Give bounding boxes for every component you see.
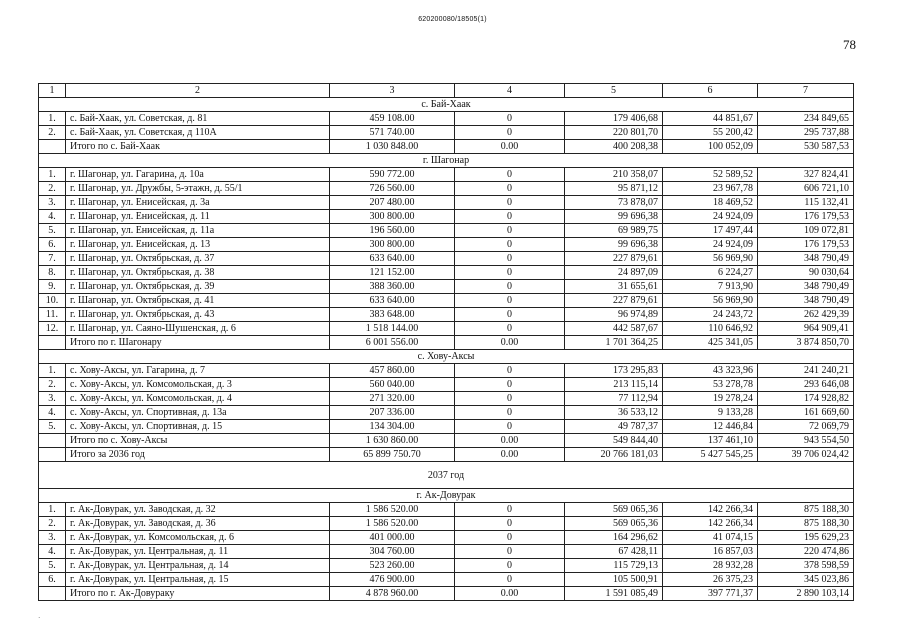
table-cell: 16 857,03 (663, 545, 758, 559)
table-cell: 176 179,53 (758, 210, 854, 224)
table-row (39, 587, 854, 601)
table-cell: г. Шагонар, ул. Октябрьская, д. 41 (66, 294, 330, 308)
table-cell: 0 (455, 168, 565, 182)
table-cell: с. Хову-Аксы, ул. Спортивная, д. 15 (66, 420, 330, 434)
table-cell: 348 790,49 (758, 294, 854, 308)
header-cell: 3 (330, 84, 455, 98)
table-cell: 1 586 520.00 (330, 517, 455, 531)
table-cell: 195 629,23 (758, 531, 854, 545)
table-cell: 0 (455, 503, 565, 517)
table-cell: 0 (455, 294, 565, 308)
table-cell: 383 648.00 (330, 308, 455, 322)
table-cell: с. Бай-Хаак, ул. Советская, д 110А (66, 126, 330, 140)
table-cell: 2 890 103,14 (758, 587, 854, 601)
table-cell: 0 (455, 126, 565, 140)
table-cell: 241 240,21 (758, 364, 854, 378)
header-cell: 1 (39, 84, 66, 98)
year-heading: 2037 год (39, 462, 854, 489)
table-row (39, 420, 854, 434)
table-cell: 49 787,37 (565, 420, 663, 434)
table-cell: г. Шагонар, ул. Октябрьская, д. 39 (66, 280, 330, 294)
table-cell: 2. (39, 378, 66, 392)
table-cell: 196 560.00 (330, 224, 455, 238)
table-cell: 99 696,38 (565, 238, 663, 252)
table-cell: 348 790,49 (758, 280, 854, 294)
table-cell: 0 (455, 322, 565, 336)
table-row (39, 434, 854, 448)
table-cell: г. Шагонар, ул. Енисейская, д. 3а (66, 196, 330, 210)
table-body (39, 84, 854, 601)
table-cell: 476 900.00 (330, 573, 455, 587)
table-cell: 174 928,82 (758, 392, 854, 406)
table-cell: 17 497,44 (663, 224, 758, 238)
table-cell: Итого по с. Бай-Хаак (66, 140, 330, 154)
table-cell: с. Хову-Аксы, ул. Комсомольская, д. 4 (66, 392, 330, 406)
table-cell: 0 (455, 182, 565, 196)
table-cell: 0 (455, 378, 565, 392)
table-cell (39, 434, 66, 448)
table-cell: 164 296,62 (565, 531, 663, 545)
table-cell: 6 224,27 (663, 266, 758, 280)
table-cell: 210 358,07 (565, 168, 663, 182)
table-cell: 73 878,07 (565, 196, 663, 210)
table-cell (39, 140, 66, 154)
table-cell: 227 879,61 (565, 252, 663, 266)
table-row (39, 448, 854, 462)
table-cell: 293 646,08 (758, 378, 854, 392)
table-cell: 2. (39, 182, 66, 196)
table-row (39, 322, 854, 336)
table-row (39, 266, 854, 280)
table-cell: 67 428,11 (565, 545, 663, 559)
table-cell: 964 909,41 (758, 322, 854, 336)
table-cell: 0 (455, 517, 565, 531)
table-cell: 400 208,38 (565, 140, 663, 154)
table-cell: 65 899 750.70 (330, 448, 455, 462)
table-cell: 43 323,96 (663, 364, 758, 378)
table-cell: 300 800.00 (330, 238, 455, 252)
table-cell: г. Ак-Довурак, ул. Центральная, д. 11 (66, 545, 330, 559)
table-cell: 0 (455, 266, 565, 280)
table-row (39, 392, 854, 406)
table-cell: 0 (455, 112, 565, 126)
table-cell: 39 706 024,42 (758, 448, 854, 462)
section-heading-row (39, 154, 854, 168)
table-cell: 262 429,39 (758, 308, 854, 322)
table-cell: 523 260.00 (330, 559, 455, 573)
table-cell: 0 (455, 573, 565, 587)
table-cell: Итого за 2036 год (66, 448, 330, 462)
table-cell: 161 669,60 (758, 406, 854, 420)
table-row (39, 168, 854, 182)
table-cell: 530 587,53 (758, 140, 854, 154)
table-cell: 109 072,81 (758, 224, 854, 238)
table-cell: Итого по с. Хову-Аксы (66, 434, 330, 448)
table-cell: 207 336.00 (330, 406, 455, 420)
table-cell: 179 406,68 (565, 112, 663, 126)
table-cell: 0 (455, 252, 565, 266)
table-row (39, 308, 854, 322)
table-cell: 2. (39, 126, 66, 140)
table-cell: 173 295,83 (565, 364, 663, 378)
table-cell: 2. (39, 517, 66, 531)
table-cell: 943 554,50 (758, 434, 854, 448)
table-row (39, 238, 854, 252)
table-cell: 0.00 (455, 140, 565, 154)
table-cell: 0 (455, 406, 565, 420)
table-row (39, 210, 854, 224)
table-cell: 9. (39, 280, 66, 294)
table-cell: 69 989,75 (565, 224, 663, 238)
table-row (39, 294, 854, 308)
table-cell: 12 446,84 (663, 420, 758, 434)
table-cell: 560 040.00 (330, 378, 455, 392)
table-cell: 401 000.00 (330, 531, 455, 545)
table-cell: 0 (455, 238, 565, 252)
table-cell: 77 112,94 (565, 392, 663, 406)
table-cell: 227 879,61 (565, 294, 663, 308)
table-cell: 1. (39, 503, 66, 517)
table-row (39, 252, 854, 266)
table-cell: 12. (39, 322, 66, 336)
table-cell: 1. (39, 112, 66, 126)
table-cell: 327 824,41 (758, 168, 854, 182)
table-row (39, 531, 854, 545)
table-cell: г. Ак-Довурак, ул. Центральная, д. 15 (66, 573, 330, 587)
table-cell: г. Ак-Довурак, ул. Комсомольская, д. 6 (66, 531, 330, 545)
table-cell: г. Шагонар, ул. Октябрьская, д. 43 (66, 308, 330, 322)
header-cell: 6 (663, 84, 758, 98)
table-cell: 875 188,30 (758, 503, 854, 517)
table-cell: 3. (39, 531, 66, 545)
table-cell: 137 461,10 (663, 434, 758, 448)
table-cell: с. Хову-Аксы, ул. Комсомольская, д. 3 (66, 378, 330, 392)
table-cell (39, 336, 66, 350)
table-cell: 0 (455, 420, 565, 434)
table-row (39, 573, 854, 587)
table-cell: 24 897,09 (565, 266, 663, 280)
table-row (39, 140, 854, 154)
table-cell: 8. (39, 266, 66, 280)
table-cell: 425 341,05 (663, 336, 758, 350)
table-row (39, 182, 854, 196)
table-cell: 0.00 (455, 587, 565, 601)
section-heading-row (39, 98, 854, 112)
table-cell: 4 878 960.00 (330, 587, 455, 601)
table-cell: 569 065,36 (565, 517, 663, 531)
table-cell: 0 (455, 308, 565, 322)
table-cell: 0 (455, 559, 565, 573)
table-cell: г. Ак-Довурак, ул. Заводская, д. 32 (66, 503, 330, 517)
table-cell: 549 844,40 (565, 434, 663, 448)
table-cell: 6. (39, 238, 66, 252)
table-cell: 0.00 (455, 336, 565, 350)
header-cell: 2 (66, 84, 330, 98)
table-cell: 0 (455, 280, 565, 294)
table-cell: 213 115,14 (565, 378, 663, 392)
table-cell: 220 474,86 (758, 545, 854, 559)
table-cell: Итого по г. Ак-Довураку (66, 587, 330, 601)
locality-heading: с. Хову-Аксы (39, 350, 854, 364)
table-row (39, 517, 854, 531)
table-cell: 397 771,37 (663, 587, 758, 601)
table-cell: Итого по г. Шагонару (66, 336, 330, 350)
table-cell: 1 630 860.00 (330, 434, 455, 448)
table-cell: г. Шагонар, ул. Енисейская, д. 11а (66, 224, 330, 238)
table-cell: 0 (455, 210, 565, 224)
table-cell: 378 598,59 (758, 559, 854, 573)
table-cell: 100 052,09 (663, 140, 758, 154)
table-cell: г. Шагонар, ул. Гагарина, д. 10а (66, 168, 330, 182)
table-cell: 633 640.00 (330, 252, 455, 266)
table-cell: 442 587,67 (565, 322, 663, 336)
page-number: 78 (843, 37, 856, 52)
table-row (39, 406, 854, 420)
budget-table (38, 83, 854, 601)
table-cell: 142 266,34 (663, 517, 758, 531)
table-cell: 95 871,12 (565, 182, 663, 196)
table-cell: 6 001 556.00 (330, 336, 455, 350)
table-cell: 3. (39, 196, 66, 210)
table-cell: 19 278,24 (663, 392, 758, 406)
section-heading-row (39, 350, 854, 364)
table-cell (39, 448, 66, 462)
table-cell: г. Ак-Довурак, ул. Центральная, д. 14 (66, 559, 330, 573)
table-cell: 234 849,65 (758, 112, 854, 126)
table-cell: 5 427 545,25 (663, 448, 758, 462)
table-cell: 304 760.00 (330, 545, 455, 559)
footer-mark: · (38, 614, 41, 622)
table-cell: г. Шагонар, ул. Октябрьская, д. 38 (66, 266, 330, 280)
table-cell: 41 074,15 (663, 531, 758, 545)
table-cell: 726 560.00 (330, 182, 455, 196)
table-cell: 9 133,28 (663, 406, 758, 420)
table-cell: 295 737,88 (758, 126, 854, 140)
table-cell: 44 851,67 (663, 112, 758, 126)
table-row (39, 503, 854, 517)
table-cell: 0.00 (455, 434, 565, 448)
table-cell: 24 924,09 (663, 210, 758, 224)
table-cell: 4. (39, 406, 66, 420)
table-cell: 3 874 850,70 (758, 336, 854, 350)
table-cell: 6. (39, 573, 66, 587)
table-row (39, 280, 854, 294)
section-heading-row (39, 489, 854, 503)
table-cell: 7 913,90 (663, 280, 758, 294)
table-cell: г. Шагонар, ул. Енисейская, д. 13 (66, 238, 330, 252)
table-cell (39, 587, 66, 601)
table-cell: г. Шагонар, ул. Енисейская, д. 11 (66, 210, 330, 224)
table-cell: 5. (39, 559, 66, 573)
header-cell: 7 (758, 84, 854, 98)
table-cell: 1 030 848.00 (330, 140, 455, 154)
header-cell: 5 (565, 84, 663, 98)
table-cell: 388 360.00 (330, 280, 455, 294)
year-heading-row (39, 462, 854, 489)
table-cell: 5. (39, 224, 66, 238)
locality-heading: г. Ак-Довурак (39, 489, 854, 503)
table-row (39, 559, 854, 573)
table-row (39, 112, 854, 126)
table-cell: 53 278,78 (663, 378, 758, 392)
table-header-row (39, 84, 854, 98)
table-cell: 4. (39, 210, 66, 224)
header-cell: 4 (455, 84, 565, 98)
table-cell: 26 375,23 (663, 573, 758, 587)
table-cell: г. Шагонар, ул. Саяно-Шушенская, д. 6 (66, 322, 330, 336)
table-cell: 0 (455, 364, 565, 378)
document-id-stamp: 620200080/18505(1) (418, 16, 487, 23)
table-cell: 0 (455, 196, 565, 210)
table-cell: 3. (39, 392, 66, 406)
table-cell: 90 030,64 (758, 266, 854, 280)
table-cell: с. Хову-Аксы, ул. Гагарина, д. 7 (66, 364, 330, 378)
table-cell: 23 967,78 (663, 182, 758, 196)
table-cell: 571 740.00 (330, 126, 455, 140)
table-cell: г. Шагонар, ул. Октябрьская, д. 37 (66, 252, 330, 266)
table-cell: 10. (39, 294, 66, 308)
table-cell: 115 132,41 (758, 196, 854, 210)
table-cell: 1 586 520.00 (330, 503, 455, 517)
table-cell: 121 152.00 (330, 266, 455, 280)
table-cell: 457 860.00 (330, 364, 455, 378)
table-cell: 0 (455, 545, 565, 559)
table-cell: 633 640.00 (330, 294, 455, 308)
table-cell: 1. (39, 168, 66, 182)
table-cell: 459 108.00 (330, 112, 455, 126)
locality-heading: с. Бай-Хаак (39, 98, 854, 112)
table-cell: 1 518 144.00 (330, 322, 455, 336)
table-cell: 207 480.00 (330, 196, 455, 210)
table-cell: 569 065,36 (565, 503, 663, 517)
table-cell: 300 800.00 (330, 210, 455, 224)
table-cell: 0.00 (455, 448, 565, 462)
table-row (39, 364, 854, 378)
table-cell: 56 969,90 (663, 294, 758, 308)
table-cell: 31 655,61 (565, 280, 663, 294)
table-cell: 18 469,52 (663, 196, 758, 210)
table-cell: 36 533,12 (565, 406, 663, 420)
table-cell: 348 790,49 (758, 252, 854, 266)
table-cell: 1 591 085,49 (565, 587, 663, 601)
table-cell: 52 589,52 (663, 168, 758, 182)
table-row (39, 196, 854, 210)
table-cell: 134 304.00 (330, 420, 455, 434)
table-cell: 1. (39, 364, 66, 378)
table-row (39, 126, 854, 140)
table-cell: с. Хову-Аксы, ул. Спортивная, д. 13а (66, 406, 330, 420)
table-cell: 220 801,70 (565, 126, 663, 140)
table-cell: г. Шагонар, ул. Дружбы, 5-этажн, д. 55/1 (66, 182, 330, 196)
table-cell: 56 969,90 (663, 252, 758, 266)
table-row (39, 336, 854, 350)
table-row (39, 378, 854, 392)
locality-heading: г. Шагонар (39, 154, 854, 168)
table-cell: 4. (39, 545, 66, 559)
table-cell: 0 (455, 531, 565, 545)
table-cell: 55 200,42 (663, 126, 758, 140)
table-cell: 7. (39, 252, 66, 266)
table-cell: г. Ак-Довурак, ул. Заводская, д. 36 (66, 517, 330, 531)
table-row (39, 545, 854, 559)
table-cell: 24 243,72 (663, 308, 758, 322)
table-cell: 0 (455, 224, 565, 238)
table-cell: 590 772.00 (330, 168, 455, 182)
table-cell: 1 701 364,25 (565, 336, 663, 350)
table-cell: 110 646,92 (663, 322, 758, 336)
table-cell: 115 729,13 (565, 559, 663, 573)
table-cell: 5. (39, 420, 66, 434)
table-cell: 606 721,10 (758, 182, 854, 196)
table-cell: 28 932,28 (663, 559, 758, 573)
table-cell: 99 696,38 (565, 210, 663, 224)
table-cell: 176 179,53 (758, 238, 854, 252)
table-cell: 24 924,09 (663, 238, 758, 252)
table-cell: 20 766 181,03 (565, 448, 663, 462)
table-cell: с. Бай-Хаак, ул. Советская, д. 81 (66, 112, 330, 126)
table-cell: 72 069,79 (758, 420, 854, 434)
table-cell: 105 500,91 (565, 573, 663, 587)
table-cell: 0 (455, 392, 565, 406)
table-cell: 142 266,34 (663, 503, 758, 517)
table-cell: 875 188,30 (758, 517, 854, 531)
table-row (39, 224, 854, 238)
table-cell: 96 974,89 (565, 308, 663, 322)
table-cell: 11. (39, 308, 66, 322)
table-cell: 345 023,86 (758, 573, 854, 587)
table-cell: 271 320.00 (330, 392, 455, 406)
